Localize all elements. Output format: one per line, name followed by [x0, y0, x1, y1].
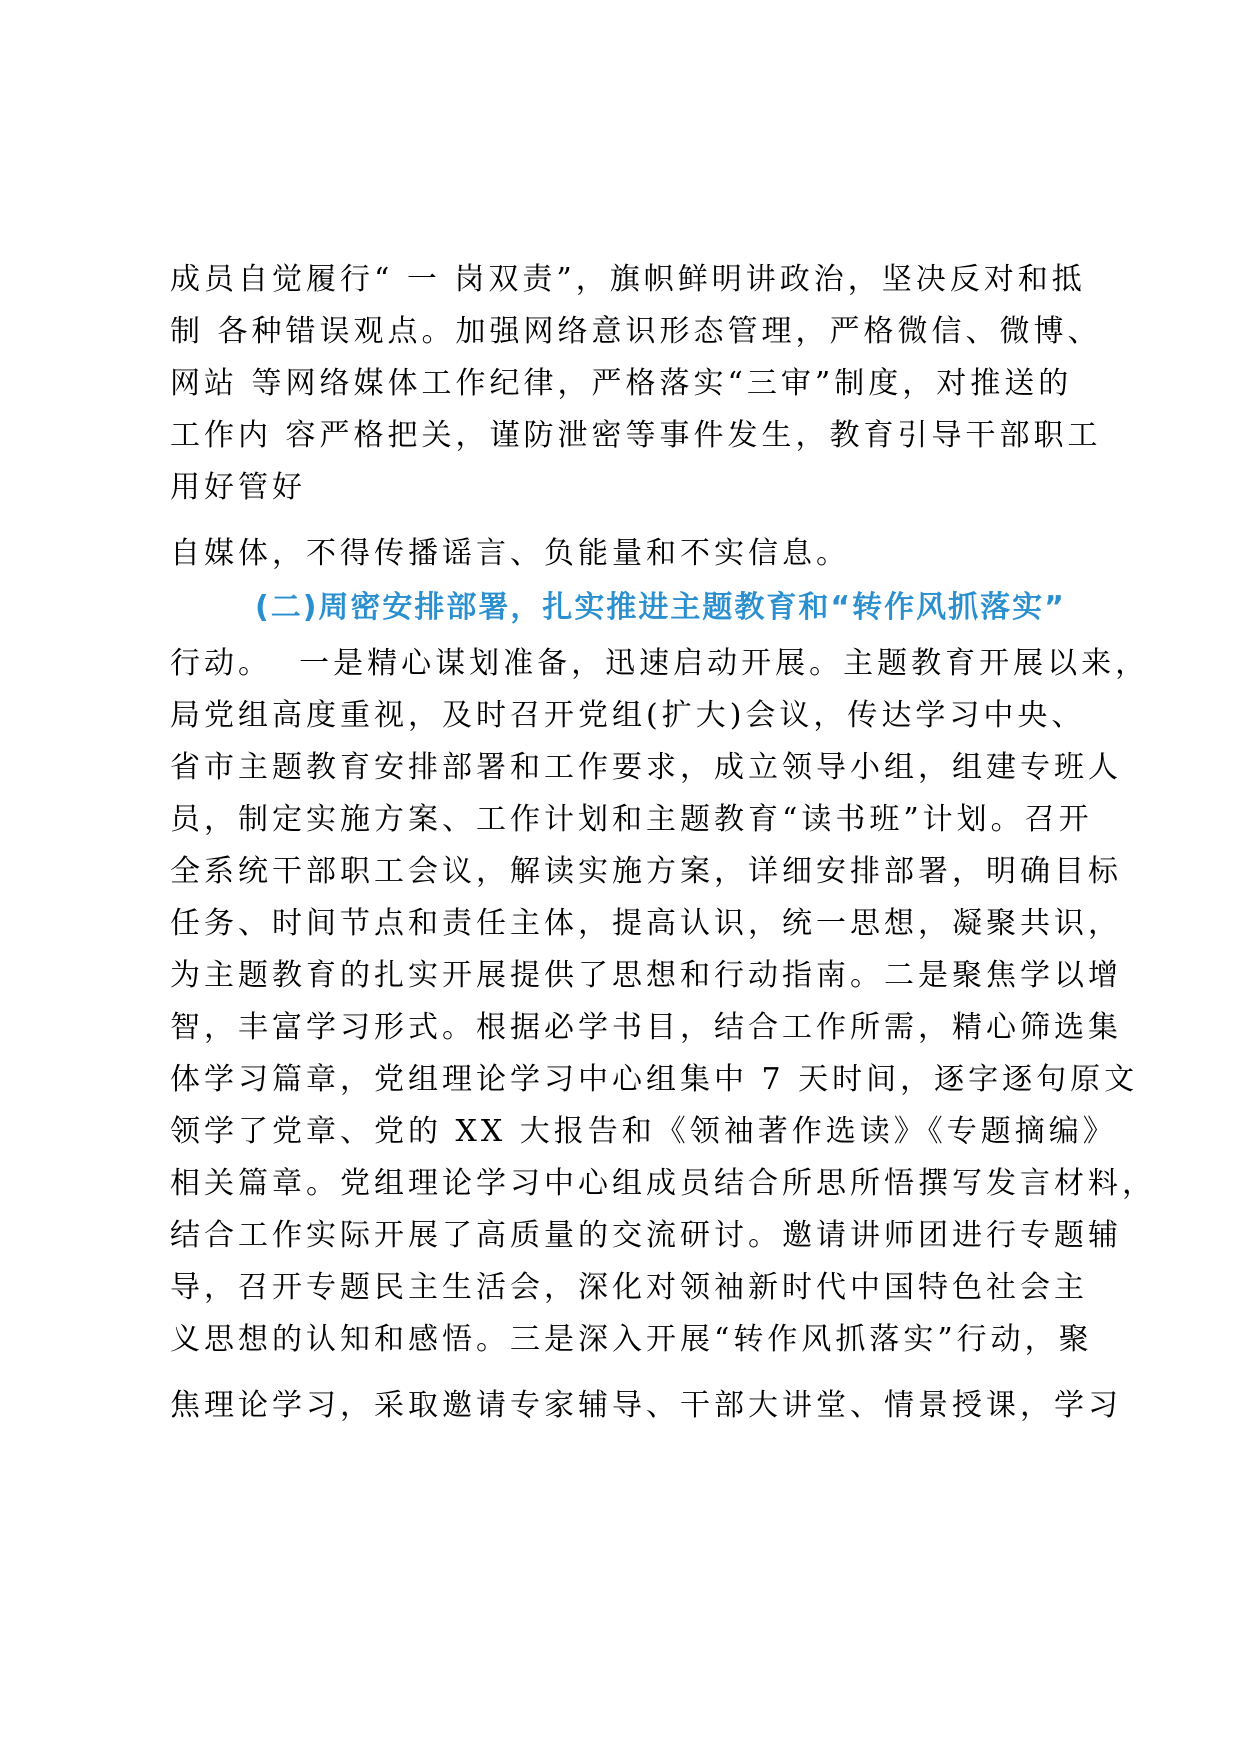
- text-line-20: 义思想的认知和感悟。三是深入开展“转作风抓落实”行动，聚: [170, 1322, 1093, 1357]
- text-line-16: 领学了党章、党的 XX 大报告和《领袖著作选读》《专题摘编》: [170, 1114, 1117, 1149]
- text-line-13: 为主题教育的扎实开展提供了思想和行动指南。二是聚焦学以增: [170, 958, 1122, 993]
- text-line-9: 省市主题教育安排部署和工作要求，成立领导小组，组建专班人: [170, 750, 1122, 785]
- text-line-19: 导，召开专题民主生活会，深化对领袖新时代中国特色社会主: [170, 1270, 1088, 1305]
- text-line-11: 全系统干部职工会议，解读实施方案，详细安排部署，明确目标: [170, 854, 1122, 889]
- text-line-5: 用好管好: [170, 470, 306, 505]
- text-line-17: 相关篇章。党组理论学习中心组成员结合所思所悟撰写发言材料，: [170, 1166, 1156, 1201]
- text-line-21: 焦理论学习，采取邀请专家辅导、干部大讲堂、情景授课，学习: [170, 1388, 1122, 1423]
- text-line-12: 任务、时间节点和责任主体，提高认识，统一思想，凝聚共识，: [170, 906, 1122, 941]
- text-line-15: 体学习篇章，党组理论学习中心组集中 7 天时间，逐字逐句原文: [170, 1062, 1139, 1097]
- text-line-10: 员，制定实施方案、工作计划和主题教育“读书班”计划。召开: [170, 802, 1093, 837]
- text-line-7: 行动。 一是精心谋划准备，迅速启动开展。主题教育开展以来，: [170, 646, 1150, 681]
- section-heading: (二)周密安排部署，扎实推进主题教育和“转作风抓落实”: [255, 590, 1066, 625]
- text-line-1: 成员自觉履行“ 一 岗双责”，旗帜鲜明讲政治，坚决反对和抵: [170, 262, 1086, 297]
- text-line-8: 局党组高度重视，及时召开党组(扩大)会议，传达学习中央、: [170, 698, 1086, 733]
- text-line-6: 自媒体，不得传播谣言、负能量和不实信息。: [170, 536, 850, 571]
- text-line-4: 工作内 容严格把关，谨防泄密等事件发生，教育引导干部职工: [170, 418, 1102, 453]
- text-line-18: 结合工作实际开展了高质量的交流研讨。邀请讲师团进行专题辅: [170, 1218, 1122, 1253]
- text-line-3: 网站 等网络媒体工作纪律，严格落实“三审”制度，对推送的: [170, 366, 1073, 401]
- text-line-2: 制 各种错误观点。加强网络意识形态管理，严格微信、微博、: [170, 314, 1102, 349]
- text-line-14: 智，丰富学习形式。根据必学书目，结合工作所需，精心筛选集: [170, 1010, 1122, 1045]
